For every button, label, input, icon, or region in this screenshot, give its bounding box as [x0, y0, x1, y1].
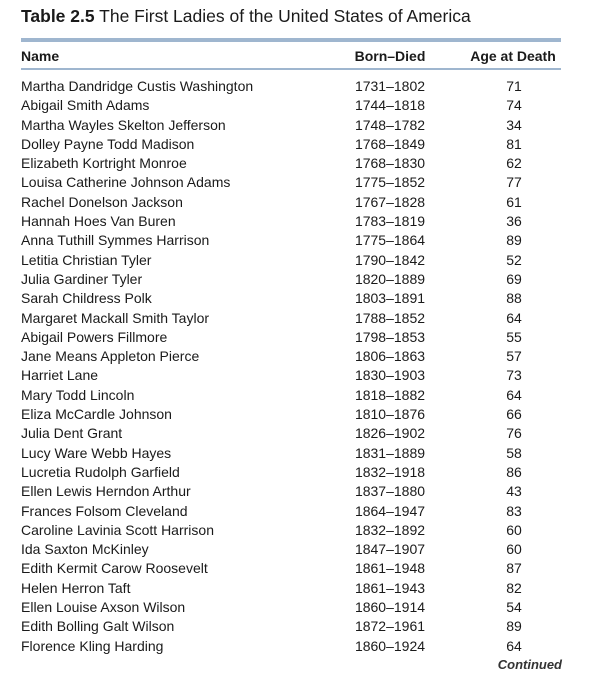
cell-name: Edith Kermit Carow Roosevelt — [21, 560, 208, 577]
cell-born-died: 1847–1907 — [354, 541, 426, 558]
table-header — [0, 48, 602, 66]
cell-born-died: 1860–1924 — [354, 637, 426, 654]
cell-age-at-death: 34 — [506, 116, 522, 133]
cell-name: Jane Means Appleton Pierce — [21, 348, 200, 365]
header-age-at-death: Age at Death — [470, 48, 556, 64]
cell-age-at-death: 82 — [506, 579, 522, 596]
table-row — [0, 96, 602, 115]
cell-born-died: 1775–1852 — [354, 174, 426, 191]
cell-name: Mary Todd Lincoln — [21, 386, 135, 403]
cell-name: Hannah Hoes Van Buren — [21, 213, 176, 230]
table-caption: The First Ladies of the United States of America — [99, 6, 471, 26]
cell-name: Julia Dent Grant — [21, 425, 123, 442]
cell-name: Ellen Louise Axson Wilson — [21, 599, 186, 616]
table-row — [0, 463, 602, 482]
cell-name: Caroline Lavinia Scott Harrison — [21, 521, 214, 538]
cell-born-died: 1768–1849 — [354, 135, 426, 152]
header-born-died: Born–Died — [354, 48, 426, 64]
table-row — [0, 502, 602, 521]
cell-name: Abigail Powers Fillmore — [21, 328, 168, 345]
table-row — [0, 289, 602, 308]
cell-name: Ellen Lewis Herndon Arthur — [21, 483, 191, 500]
cell-born-died: 1861–1948 — [354, 560, 426, 577]
table-row — [0, 424, 602, 443]
cell-age-at-death: 89 — [506, 618, 522, 635]
table-row — [0, 270, 602, 289]
table-row — [0, 231, 602, 250]
cell-name: Dolley Payne Todd Madison — [21, 135, 195, 152]
cell-age-at-death: 88 — [506, 290, 522, 307]
table-row — [0, 347, 602, 366]
cell-born-died: 1803–1891 — [354, 290, 426, 307]
cell-age-at-death: 60 — [506, 521, 522, 538]
cell-age-at-death: 74 — [506, 97, 522, 114]
cell-name: Lucy Ware Webb Hayes — [21, 444, 172, 461]
table-row — [0, 598, 602, 617]
cell-name: Martha Wayles Skelton Jefferson — [21, 116, 226, 133]
cell-name: Elizabeth Kortright Monroe — [21, 155, 187, 172]
cell-age-at-death: 36 — [506, 213, 522, 230]
table-row — [0, 579, 602, 598]
table-row — [0, 212, 602, 231]
top-rule — [21, 38, 561, 42]
cell-born-died: 1860–1914 — [354, 599, 426, 616]
cell-name: Louisa Catherine Johnson Adams — [21, 174, 231, 191]
cell-name: Frances Folsom Cleveland — [21, 502, 188, 519]
cell-age-at-death: 86 — [506, 463, 522, 480]
cell-age-at-death: 83 — [506, 502, 522, 519]
table-row — [0, 193, 602, 212]
cell-born-died: 1820–1889 — [354, 270, 426, 287]
cell-age-at-death: 87 — [506, 560, 522, 577]
cell-born-died: 1768–1830 — [354, 155, 426, 172]
cell-age-at-death: 73 — [506, 367, 522, 384]
cell-born-died: 1864–1947 — [354, 502, 426, 519]
table-row — [0, 77, 602, 96]
cell-born-died: 1731–1802 — [354, 78, 426, 94]
cell-name: Julia Gardiner Tyler — [21, 270, 143, 287]
cell-age-at-death: 55 — [506, 328, 522, 345]
cell-name: Abigail Smith Adams — [21, 97, 150, 114]
cell-age-at-death: 52 — [506, 251, 522, 268]
cell-age-at-death: 54 — [506, 599, 522, 616]
cell-born-died: 1861–1943 — [354, 579, 426, 596]
table-row — [0, 405, 602, 424]
cell-born-died: 1767–1828 — [354, 193, 426, 210]
cell-age-at-death: 61 — [506, 193, 522, 210]
cell-born-died: 1830–1903 — [354, 367, 426, 384]
table-title — [21, 6, 471, 27]
cell-born-died: 1775–1864 — [354, 232, 426, 249]
cell-name: Lucretia Rudolph Garfield — [21, 463, 180, 480]
cell-age-at-death: 89 — [506, 232, 522, 249]
cell-born-died: 1788–1852 — [354, 309, 426, 326]
cell-age-at-death: 66 — [506, 406, 522, 423]
cell-born-died: 1810–1876 — [354, 406, 426, 423]
cell-born-died: 1872–1961 — [354, 618, 426, 635]
table-row — [0, 116, 602, 135]
cell-name: Helen Herron Taft — [21, 579, 131, 596]
cell-born-died: 1798–1853 — [354, 328, 426, 345]
cell-age-at-death: 57 — [506, 348, 522, 365]
cell-name: Eliza McCardle Johnson — [21, 406, 172, 423]
table-row — [0, 173, 602, 192]
cell-born-died: 1832–1918 — [354, 463, 426, 480]
cell-name: Ida Saxton McKinley — [21, 541, 149, 558]
cell-name: Sarah Childress Polk — [21, 290, 152, 307]
cell-name: Edith Bolling Galt Wilson — [21, 618, 175, 635]
cell-born-died: 1826–1902 — [354, 425, 426, 442]
table-row — [0, 386, 602, 405]
cell-name: Harriet Lane — [21, 367, 99, 384]
cell-born-died: 1748–1782 — [354, 116, 426, 133]
table-body — [0, 77, 602, 656]
cell-name: Letitia Christian Tyler — [21, 251, 152, 268]
cell-born-died: 1832–1892 — [354, 521, 426, 538]
cell-name: Florence Kling Harding — [21, 637, 164, 654]
cell-age-at-death: 71 — [506, 78, 522, 94]
table-number: Table 2.5 — [21, 6, 95, 26]
table-row — [0, 154, 602, 173]
table-row — [0, 521, 602, 540]
cell-age-at-death: 64 — [506, 637, 522, 654]
table-row — [0, 444, 602, 463]
table-row — [0, 559, 602, 578]
table-row — [0, 135, 602, 154]
table-row — [0, 617, 602, 636]
table-row — [0, 540, 602, 559]
cell-born-died: 1837–1880 — [354, 483, 426, 500]
cell-age-at-death: 60 — [506, 541, 522, 558]
table-row — [0, 482, 602, 501]
cell-born-died: 1806–1863 — [354, 348, 426, 365]
header-rule — [21, 68, 561, 70]
cell-age-at-death: 58 — [506, 444, 522, 461]
continued-label: Continued — [497, 657, 562, 672]
table-row — [0, 637, 602, 656]
cell-age-at-death: 43 — [506, 483, 522, 500]
cell-age-at-death: 62 — [506, 155, 522, 172]
table-row — [0, 309, 602, 328]
cell-age-at-death: 77 — [506, 174, 522, 191]
cell-age-at-death: 81 — [506, 135, 522, 152]
cell-name: Margaret Mackall Smith Taylor — [21, 309, 210, 326]
cell-born-died: 1783–1819 — [354, 213, 426, 230]
cell-age-at-death: 64 — [506, 386, 522, 403]
table-row — [0, 366, 602, 385]
cell-born-died: 1790–1842 — [354, 251, 426, 268]
table-row — [0, 251, 602, 270]
cell-born-died: 1818–1882 — [354, 386, 426, 403]
table-row — [0, 328, 602, 347]
cell-born-died: 1744–1818 — [354, 97, 426, 114]
cell-born-died: 1831–1889 — [354, 444, 426, 461]
cell-name: Rachel Donelson Jackson — [21, 193, 183, 210]
cell-age-at-death: 76 — [506, 425, 522, 442]
cell-name: Anna Tuthill Symmes Harrison — [21, 232, 210, 249]
cell-age-at-death: 69 — [506, 270, 522, 287]
header-name: Name — [21, 48, 60, 64]
cell-name: Martha Dandridge Custis Washington — [21, 78, 254, 94]
cell-age-at-death: 64 — [506, 309, 522, 326]
